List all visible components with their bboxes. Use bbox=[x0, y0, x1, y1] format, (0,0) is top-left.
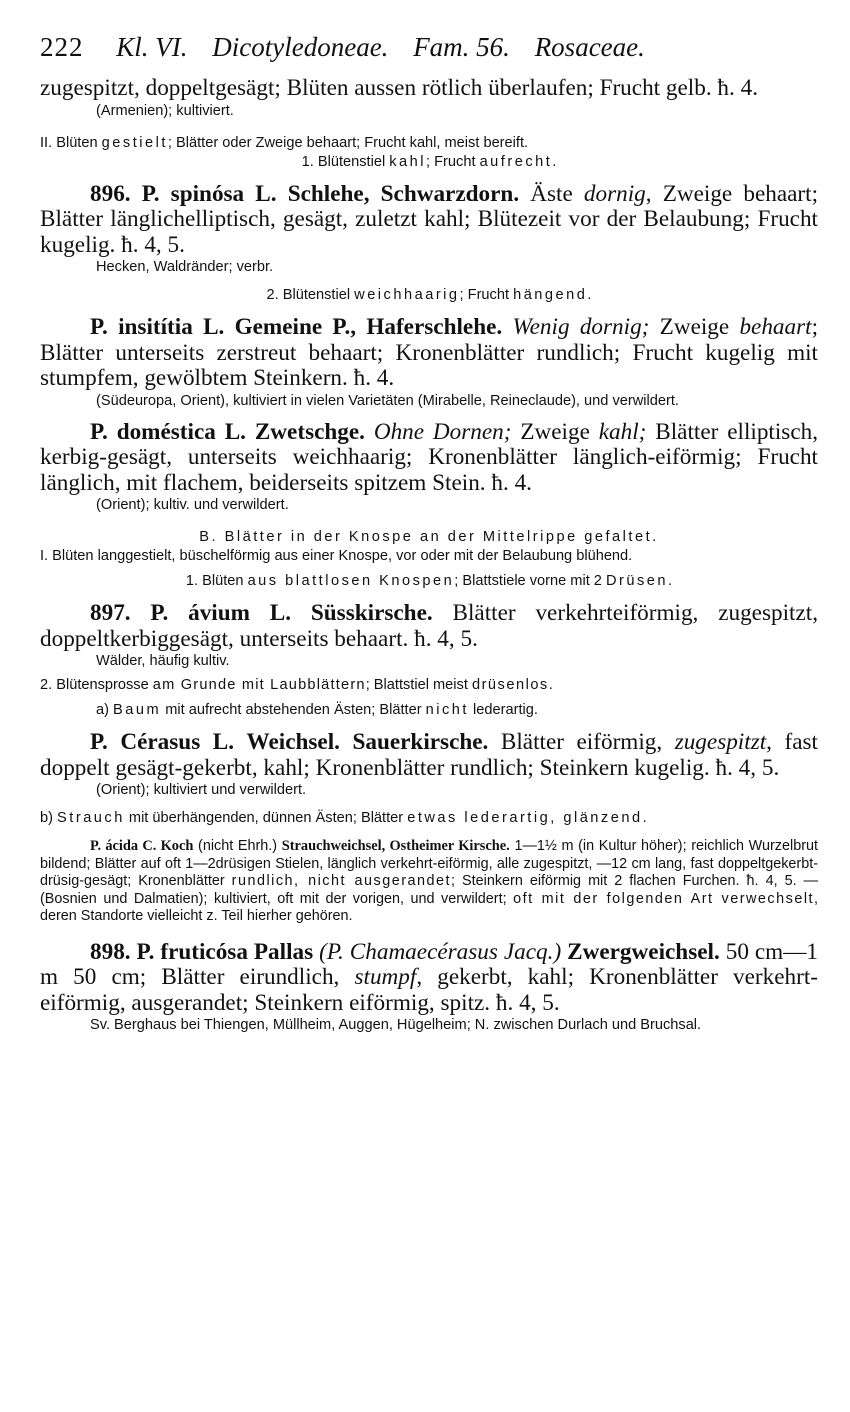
description-part: 1—1½ m (in Kultur höher); reichlich Wurzelbrut bildend; Blätter auf oft 1—2drüsigen Stielen, länglich verkehrt-eiförmig, alle zugespitzt, —12 cm lang, fast doppeltgekerbt-drüsig-gesägt; Kronenblätter bbox=[40, 838, 818, 889]
continued-text bbox=[40, 76, 818, 102]
description-part: kahl; bbox=[598, 418, 647, 445]
species-cerasus-distribution: (Orient); kultiviert und verwildert. bbox=[96, 782, 307, 798]
key-a-a: a) bbox=[96, 702, 109, 718]
description-part: Äste bbox=[530, 180, 573, 207]
key-1-c: ; Frucht bbox=[426, 153, 476, 170]
continued-distribution: (Armenien); kultiviert. bbox=[96, 102, 234, 119]
species-897 bbox=[40, 601, 818, 652]
key-I1-d: Drüsen bbox=[605, 573, 669, 589]
page bbox=[40, 30, 818, 1034]
vernacular-name: Süsskirsche. bbox=[310, 600, 433, 626]
key-I-1 bbox=[40, 572, 818, 591]
species-number: 897. bbox=[90, 600, 131, 626]
key-b-c: mit überhängenden, dünnen Ästen; Blätter bbox=[128, 810, 404, 826]
vernacular-name: Strauchweichsel, Ostheimer Kirsche. bbox=[281, 838, 510, 854]
key-II-rest: ; Blätter oder Zweige behaart; Frucht kahl, meist bereift. bbox=[167, 134, 529, 151]
species-name: P. insitítia L. bbox=[90, 314, 225, 340]
key-I-2 bbox=[40, 676, 818, 695]
vernacular-name: Schlehe, Schwarzdorn. bbox=[287, 180, 520, 207]
species-name: P. doméstica L. bbox=[90, 418, 246, 445]
page-number: 222 bbox=[40, 32, 84, 62]
key-a bbox=[40, 701, 818, 720]
key-a-e: lederartig. bbox=[473, 702, 538, 718]
key-B bbox=[40, 528, 818, 547]
description-part: dornig bbox=[583, 180, 646, 207]
key-b-a: b) bbox=[40, 810, 53, 826]
description-part: Zweige bbox=[659, 314, 730, 340]
species-number: 898. bbox=[90, 938, 131, 965]
description-part: Blätter eiförmig, bbox=[500, 729, 663, 755]
key-a-b: Baum bbox=[113, 702, 162, 718]
key-a-c: mit aufrecht abstehenden Ästen; Blätter bbox=[165, 702, 422, 718]
species-name: P. ácida C. Koch bbox=[90, 838, 194, 854]
key-II-2 bbox=[40, 286, 818, 305]
description-part: (nicht Ehrh.) bbox=[198, 838, 278, 854]
description-part: ; Steinkern eiförmig mit 2 flachen Furchen. ħ. 4, 5. — (Bosnien und Dalmatien); kultiviert, oft mit der vorigen, und verwildert; bbox=[40, 873, 819, 907]
key-II-prefix: II. Blüten bbox=[40, 134, 98, 151]
key-2-a: 2. Blütenstiel bbox=[266, 287, 351, 303]
description-part: zugespitzt bbox=[674, 729, 767, 755]
vernacular-name: Gemeine P., Haferschlehe. bbox=[234, 314, 503, 340]
species-898-distribution: Sv. Berghaus bei Thiengen, Müllheim, Auggen, Hügelheim; N. zwischen Durlach und Bruchsal. bbox=[90, 1017, 702, 1033]
key-2-b: weichhaarig bbox=[354, 287, 460, 303]
key-1-b: kahl bbox=[389, 153, 427, 170]
description-part: stumpf bbox=[354, 964, 417, 990]
species-insititia-distribution: (Südeuropa, Orient), kultiviert in vielen Varietäten (Mirabelle, Reineclaude), und verwildert. bbox=[96, 392, 679, 409]
species-cerasus bbox=[40, 730, 818, 781]
description-part: oft mit der folgenden Art verwechselt bbox=[513, 890, 815, 907]
key-I2-d: drüsenlos bbox=[471, 677, 549, 693]
continued-description: zugespitzt, doppeltgesägt; Blüten aussen rötlich überlaufen; Frucht gelb. ħ. 4. bbox=[40, 75, 758, 101]
key-I1-e: . bbox=[668, 573, 673, 589]
key-I2-e: . bbox=[548, 677, 553, 693]
key-I2-b: am Grunde mit Laubblättern bbox=[152, 677, 366, 693]
header-family-number: Fam. 56. bbox=[413, 32, 510, 62]
description-part: , gekerbt, kahl; Kronenblätter verkehrt-eiförmig, ausgerandet; Steinkern eiförmig, spitz. ħ. 4, 5. bbox=[40, 964, 819, 1016]
vernacular-name: Zwetschge. bbox=[254, 418, 365, 445]
species-name: P. Cérasus L. bbox=[90, 729, 235, 755]
description-part: , fast doppelt gesägt-gekerbt, kahl; Kronenblätter rundlich; Steinkern kugelig. ħ. 4, 5. bbox=[40, 729, 818, 781]
key-b bbox=[40, 809, 818, 828]
header-group: Dicotyledoneae. bbox=[212, 32, 389, 62]
description-part: , Zweige behaart; Blätter länglichelliptisch, gesägt, zuletzt kahl; Blütezeit vor der Belaubung; Frucht kugelig. ħ. 4, 5. bbox=[40, 180, 819, 258]
header-family: Rosaceae. bbox=[534, 32, 645, 62]
species-898 bbox=[40, 940, 818, 1017]
description-part: Blätter elliptisch, kerbig-gesägt, unterseits weichhaarig; Kronenblätter länglich-eiförmig; Frucht länglich, mit flachem, beiderseits spitzem Stein. ħ. 4. bbox=[40, 418, 819, 496]
key-1-d: aufrecht bbox=[479, 153, 553, 170]
key-1-a: 1. Blütenstiel bbox=[301, 153, 386, 170]
key-b-b: Strauch bbox=[57, 810, 125, 826]
running-header bbox=[40, 30, 818, 64]
key-II-1 bbox=[40, 153, 818, 172]
key-I2-a: 2. Blütensprosse bbox=[40, 677, 149, 693]
key-2-d: hängend bbox=[513, 287, 588, 303]
description-part: Wenig dornig; bbox=[512, 314, 650, 340]
vernacular-name: Weichsel. Sauerkirsche. bbox=[246, 729, 489, 755]
vernacular-name: Zwergweichsel. bbox=[567, 938, 720, 965]
species-acida bbox=[40, 838, 818, 926]
species-domestica bbox=[40, 420, 818, 497]
description-part: ; Blätter unterseits zerstreut behaart; Kronenblätter rundlich; Frucht kugelig mit stumpfem, gewölbtem Steinkern. ħ. 4. bbox=[40, 314, 819, 391]
header-class: Kl. VI. bbox=[116, 32, 188, 62]
description-part: 50 cm—1 m 50 cm; Blätter eirundlich, bbox=[40, 938, 818, 990]
species-name: P. fruticósa Pallas bbox=[136, 938, 314, 965]
description-part: behaart bbox=[739, 314, 812, 340]
key-a-d: nicht bbox=[425, 702, 469, 718]
description-part: Ohne Dornen; bbox=[373, 418, 512, 445]
key-b-e: . bbox=[642, 810, 647, 826]
description-part: , deren Standorte vielleicht z. Teil hierher gehören. bbox=[40, 890, 819, 924]
key-I2-c: ; Blattstiel meist bbox=[365, 677, 468, 693]
description-part: Zweige bbox=[520, 418, 590, 445]
key-II-spaced: gestielt bbox=[101, 134, 168, 151]
key-2-e: . bbox=[587, 287, 592, 303]
key-I-text: I. Blüten langgestielt, büschelförmig aus einer Knospe, vor oder mit der Belaubung blühend. bbox=[40, 548, 633, 564]
species-number: 896. bbox=[90, 180, 131, 207]
key-II bbox=[40, 134, 818, 153]
species-name: P. ávium L. bbox=[150, 600, 292, 626]
key-1-e: . bbox=[552, 153, 557, 170]
species-897-distribution: Wälder, häufig kultiv. bbox=[96, 653, 230, 669]
key-I bbox=[40, 547, 818, 566]
species-domestica-distribution: (Orient); kultiv. und verwildert. bbox=[96, 497, 289, 513]
species-name: P. spinósa L. bbox=[141, 180, 277, 207]
description-part: rundlich, nicht ausgerandet bbox=[231, 873, 452, 889]
description-part: Blätter verkehrteiförmig, zugespitzt, doppeltkerbiggesägt, unterseits behaart. ħ. 4, 5. bbox=[40, 600, 818, 652]
key-I1-c: ; Blattstiele vorne mit 2 bbox=[454, 573, 602, 589]
key-I1-a: 1. Blüten bbox=[185, 573, 244, 589]
species-896 bbox=[40, 182, 818, 259]
key-B-text: B. Blätter in der Knospe an der Mittelrippe gefaltet. bbox=[199, 529, 659, 545]
species-insititia bbox=[40, 315, 818, 392]
key-b-d: etwas lederartig, glänzend bbox=[407, 810, 643, 826]
key-2-c: ; Frucht bbox=[459, 287, 510, 303]
synonym: (P. Chamaecérasus Jacq.) bbox=[319, 938, 562, 965]
key-I1-b: aus blattlosen Knospen bbox=[247, 573, 455, 589]
species-896-distribution: Hecken, Waldränder; verbr. bbox=[96, 259, 274, 275]
